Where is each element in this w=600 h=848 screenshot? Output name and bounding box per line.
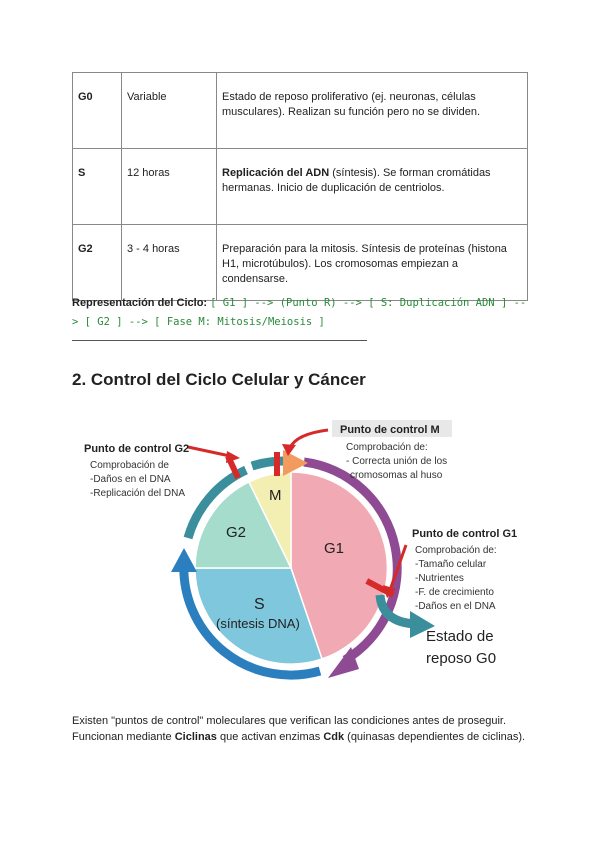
g1-checkpoint-line: -Nutrientes (415, 573, 464, 584)
duration-cell: Variable (122, 73, 217, 149)
phase-label-g2: G2 (226, 524, 247, 541)
divider (72, 340, 367, 341)
g1-checkpoint-line: -F. de crecimiento (415, 587, 494, 598)
g1-checkpoint-line: -Tamaño celular (415, 559, 487, 570)
paragraph-text: que activan enzimas (216, 731, 324, 743)
m-checkpoint-line: - Correcta unión de los (346, 456, 448, 467)
section-title: 2. Control del Ciclo Celular y Cáncer (72, 370, 366, 389)
paragraph-bold-ciclinas: Ciclinas (174, 731, 217, 743)
phase-table (72, 72, 528, 301)
description-cell (217, 225, 528, 301)
description-text: Preparación para la mitosis. Síntesis de proteínas (histona H1, microtúbulos). Los cromosomas empiezan a condensarse. (222, 243, 507, 285)
g1-checkpoint-line: -Daños en el DNA (415, 601, 496, 612)
phase-label-s: S (254, 596, 265, 613)
g2-checkpoint-line: -Replicación del DNA (90, 488, 186, 499)
g2-checkpoint-line: -Daños en el DNA (90, 474, 171, 485)
table-row (73, 73, 528, 149)
table-row (73, 149, 528, 225)
g2-checkpoint-arrow (188, 447, 230, 456)
g2-checkpoint-title: Punto de control G2 (84, 443, 190, 455)
representation-code: [ G1 ] --> (Punto R) --> [ S: Duplicación ADN ] --> [ G2 ] --> [ Fase M: Mitosis/Meiosis ] (72, 297, 527, 328)
paragraph-bold-cdk: Cdk (323, 731, 345, 743)
description-cell (217, 73, 528, 149)
g2-checkpoint-line: Comprobación de (90, 460, 169, 471)
g1-checkpoint-line: Comprobación de: (415, 545, 497, 556)
paragraph-text: Existen "puntos de control" moleculares que verifican las condiciones antes de proseguir. Funcionan mediante (72, 715, 507, 743)
paragraph-text: (quinasas dependientes de ciclinas). (344, 731, 526, 743)
table-row (73, 225, 528, 301)
cycle-representation (72, 294, 532, 332)
phase-label-g1: G1 (324, 540, 345, 557)
m-checkpoint-line: Comprobación de: (346, 442, 428, 453)
description-bold: Replicación del ADN (222, 167, 330, 179)
phase-cell: G0 (73, 73, 122, 149)
description-text: (síntesis). Se forman cromátidas hermanas. Inicio de duplicación de centriolos. (222, 167, 491, 194)
duration-cell: 3 - 4 horas (122, 225, 217, 301)
m-checkpoint-line: cromosomas al huso (350, 470, 443, 481)
g1-checkpoint-title: Punto de control G1 (412, 528, 518, 540)
m-checkpoint-title: Punto de control M (340, 424, 440, 436)
cell-cycle-diagram (70, 400, 530, 700)
rest-state-label: reposo G0 (426, 650, 497, 667)
representation-label: Representación del Ciclo: (72, 297, 208, 309)
phase-label-s-sub: (síntesis DNA) (216, 616, 300, 631)
duration-cell: 12 horas (122, 149, 217, 225)
checkpoint-paragraph (72, 713, 532, 745)
rest-state-label: Estado de (426, 628, 494, 645)
s-arc-arrowhead (171, 548, 197, 572)
description-text: Estado de reposo proliferativo (ej. neuronas, células musculares). Realizan su función pero no se dividen. (222, 91, 481, 118)
description-cell (217, 149, 528, 225)
phase-cell: S (73, 149, 122, 225)
m-checkpoint-bar (274, 452, 280, 476)
phase-label-m: M (269, 487, 282, 504)
phase-cell: G2 (73, 225, 122, 301)
